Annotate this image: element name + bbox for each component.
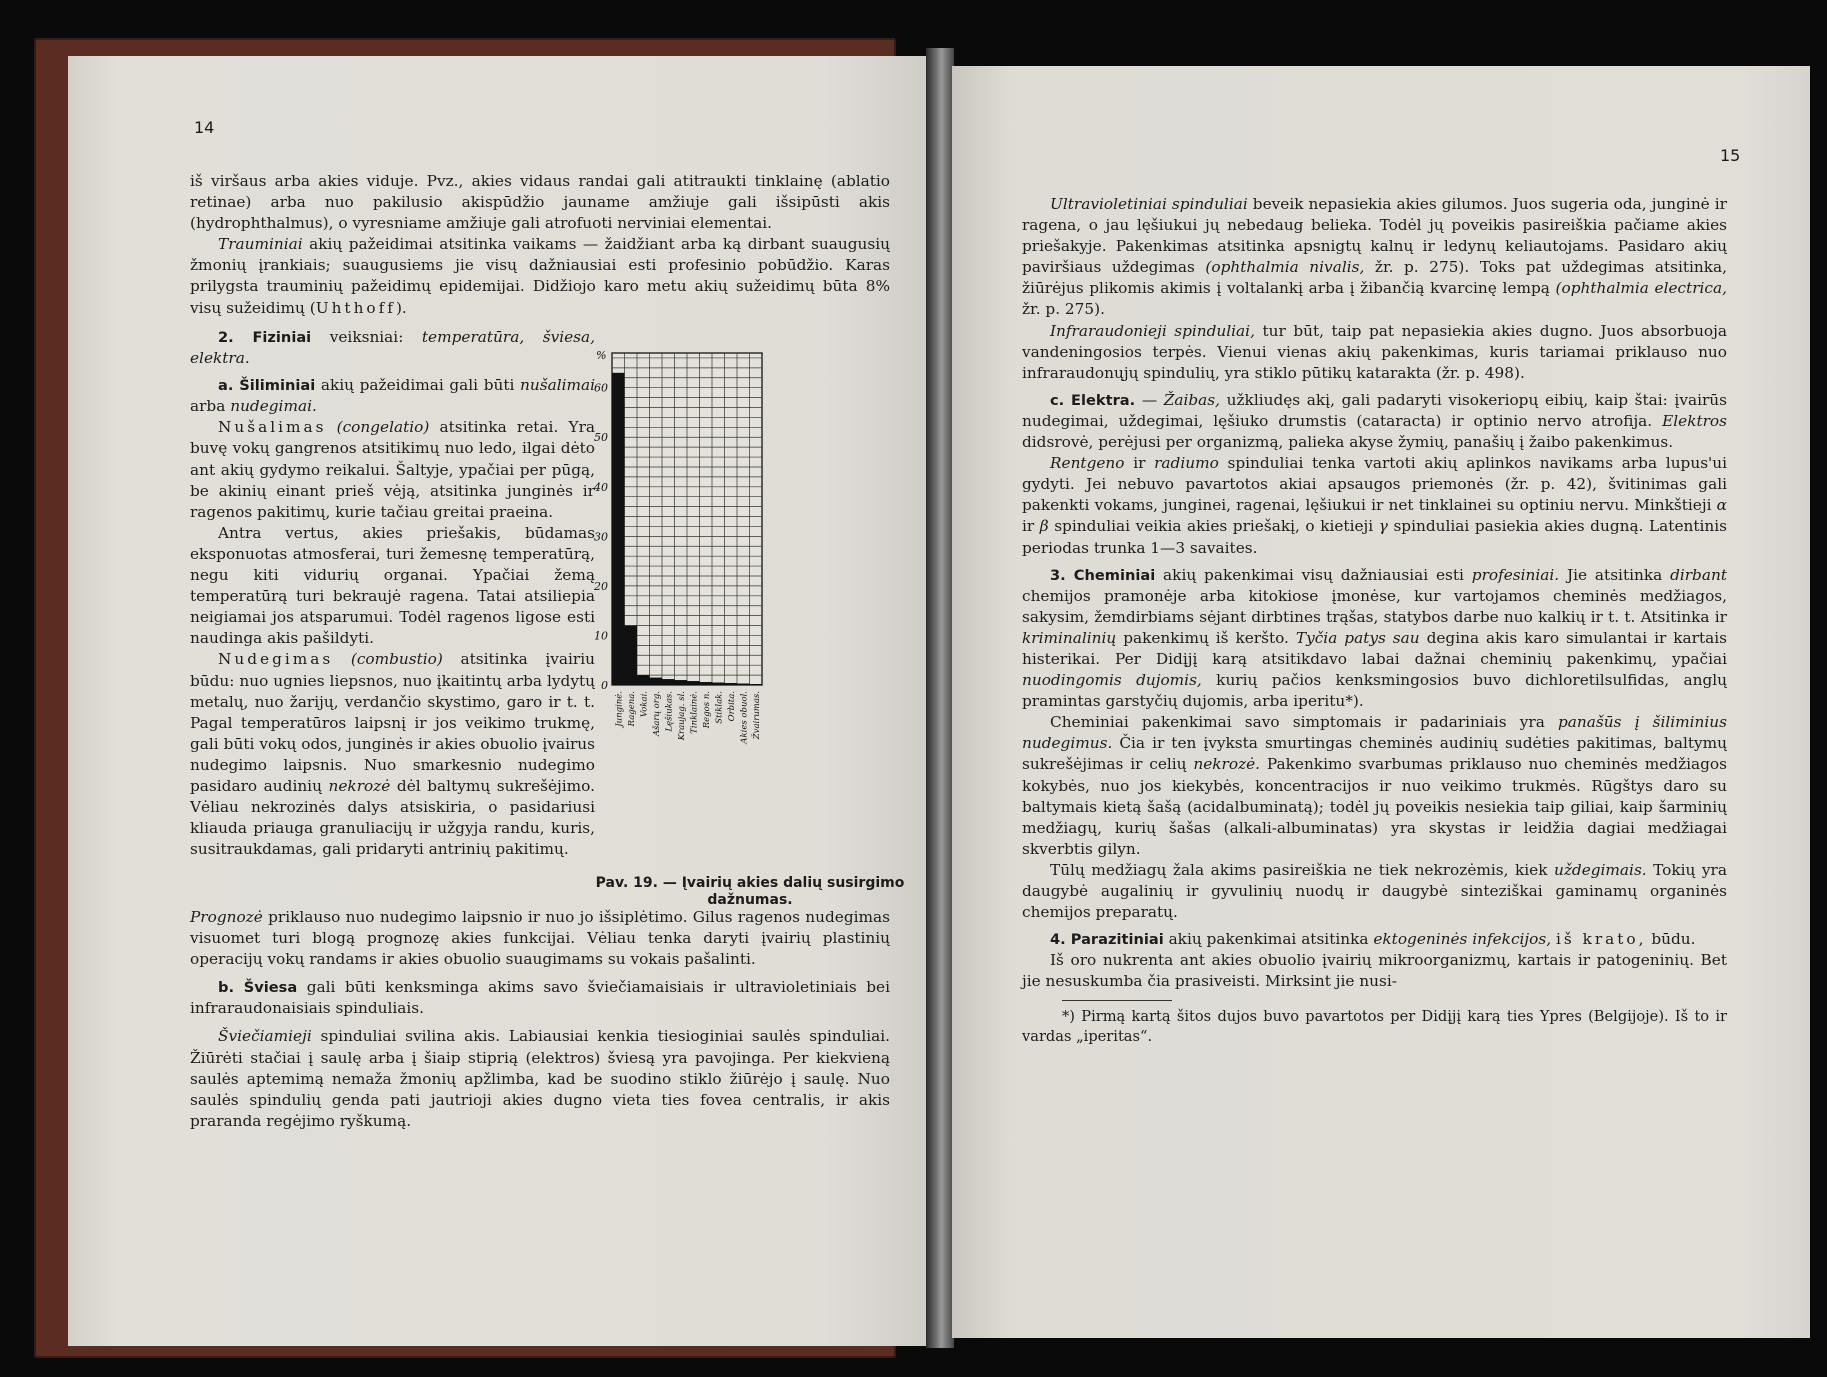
left-text-column — [190, 171, 890, 319]
y-tick-label: 0 — [601, 679, 608, 692]
paragraph: Iš oro nukrenta ant akies obuolio įvairių mikroorganizmų, kartais ir patogeninių. Bet jie nesuskumba čia prasiveisti. Mirksint jie nusi- — [1022, 951, 1727, 991]
category-label: Junginė. — [614, 691, 625, 727]
paragraph: Nudegimas (combustio) atsitinka įvairiu būdu: nuo ugnies liepsnos, nuo įkaitintų arba lydytų metalų, nuo žarijų, verdančio skystimo, garo ir t. t. Pagal temperatūros laipsnį ir jos veikimo trukmę, gali būti vokų odos, junginės ir akies obuolio įvairus nudegimo laipsnis. Nuo smarkesnio nudegimo pasidaro audinių nekrozė dėl baltymų sukrešėjimo. Vėliau nekrozinės dalys atsiskiria, o pasidariusi kliauda priauga granuliacijų ir užgyja randu, kuris, susitraukdamas, gali pridaryti antrinių pakitimų. — [190, 650, 595, 859]
bar — [687, 681, 700, 685]
category-label: Kraujag. sl. — [676, 691, 687, 741]
bar — [712, 683, 725, 685]
footnote-rule — [1062, 1000, 1172, 1001]
left-narrow-column — [190, 321, 595, 860]
figure-caption: Pav. 19. — Įvairių akies dalių susirgimo dažnumas. — [595, 875, 905, 908]
category-label: Žvairumas. — [751, 691, 762, 740]
right-page — [952, 66, 1810, 1338]
paragraph: Prognozė priklauso nuo nudegimo laipsnio ir nuo jo išsiplėtimo. Gilus ragenos nudegimas visuomet turi blogą prognozę akies funkcijai. Vėliau tenka daryti įvairių plastinių operacijų vokų randams ir akies obuolio suaugimams su vokais pašalinti. — [190, 908, 890, 969]
bar — [700, 682, 713, 685]
paragraph: Infraraudonieji spinduliai, tur būt, taip pat nepasiekia akies dugno. Juos absorbuoja vandeningosios terpės. Vienui vienas akių pakenkimas, kuris tariamai priklauso nuo infraraudonųjų spindulių, yra stiklo pūtikų katarakta (žr. p. 498). — [1022, 321, 1727, 382]
section-heading: b. Šviesa gali būti kenksminga akims savo šviečiamaisiais ir ultravioletiniais bei infraraudonaisiais spinduliais. — [190, 978, 891, 1018]
category-label: Stiklak. — [714, 691, 725, 724]
paragraph: Šviečiamieji spinduliai svilina akis. Labiausiai kenkia tiesioginiai saulės spinduliai. Žiūrėti stačiai į saulę arba į šiaip stiprią (elektros) šviesą yra pavojinga. Per kiekvieną saulės aptemimą nemaža žmonių apžlimba, kad be suodino stiklo žiūrėjo į saulę. Nuo saulės spindulių genda pati jautrioji akies dugno vieta ties fovea centralis, ir akis praranda regėjimo ryškumą. — [190, 1027, 890, 1130]
left-page — [68, 56, 928, 1346]
bar-chart — [590, 345, 910, 870]
y-tick-label: 20 — [594, 579, 608, 593]
bar — [650, 678, 663, 685]
bar — [662, 679, 675, 685]
paragraph: Trauminiai akių pažeidimai atsitinka vaikams — žaidžiant arba ką dirbant suaugusių žmonių įrankiais; suaugusiems jie visų dažniausiai esti profesinio pobūdžio. Karas prilygsta trauminių pažeidimų epidemijai. Didžiojo karo metu akių sužeidimų būta 8% visų sužeidimų (Uhthoff). — [190, 235, 890, 317]
bar — [737, 684, 750, 685]
category-label: Akies obuol. — [739, 691, 750, 744]
category-label: Vokai. — [639, 691, 650, 718]
bar — [625, 626, 638, 685]
paragraph: Tūlų medžiagų žala akims pasireiškia ne tiek nekrozėmis, kiek uždegimais. Tokių yra daugybė augalinių ir gyvulinių nuodų ir daugybė sinteziškai gaminamų organinės chemijos preparatų. — [1022, 860, 1727, 922]
left-text-column-lower — [190, 907, 890, 1132]
bar — [637, 675, 650, 685]
right-text-column — [1022, 194, 1727, 1047]
category-label: Regos n. — [701, 691, 712, 729]
paragraph: Cheminiai pakenkimai savo simptomais ir padariniais yra panašūs į šiliminius nudegimus. Čia ir ten įvyksta smurtingas cheminės audinių sudėties pakitimas, baltymų sukrešėjimas ir celių nekrozė. Pakenkimo svarbumas priklauso nuo cheminės medžiagos kokybės, nuo jos kiekybės, koncentracijos ir nuo veikimo trukmės. Rūgštys daro su baltymais kietą šašą (acidalbuminatą); todėl jų poveikis nesiekia taip giliai, kaip šarminių medžiagų, kurių šašas (alkali-albuminatas) yra skystas ir leidžia dagiai medžiagai skverbtis gilyn. — [1022, 713, 1727, 858]
section-heading: 4. Parazitiniai akių pakenkimai atsitinka ektogeninės infekcijos, iš krato, būdu. — [1050, 930, 1696, 949]
category-label: Ašarų org. — [651, 691, 662, 737]
category-label: Lęšiukas. — [664, 691, 675, 732]
y-tick-label: 60 — [594, 381, 608, 395]
category-label: Orbita. — [726, 691, 737, 722]
figure-chart — [590, 345, 910, 925]
y-tick-label: 30 — [594, 530, 608, 544]
section-heading: 3. Cheminiai akių pakenkimai visų dažniausiai esti profesiniai. Jie atsitinka dirbant chemijos pramonėje arba kitokiose įmonėse, kur vartojamos cheminės medžiagos, sakysim, žemdirbiams sėjant dirbtines trąšas, statybos darbe nuo kalkių ir t. t. Atsitinka ir kriminalinių pakenkimų iš keršto. Tyčia patys sau degina akis karo simulantai ir kartais histerikai. Per Didįjį karą atsitikdavo labai dažnai cheminių pakenkimų, ypačiai nuodingomis dujomis, kurių pačios kenksmingosios buvo dichloretilsulfidas, anglų pramintas garstyčių dujomis, arba iperitu*). — [1022, 565, 1727, 711]
bar — [675, 680, 688, 685]
footnote: *) Pirmą kartą šitos dujos buvo pavartotos per Didįjį karą ties Ypres (Belgijoje). Iš to ir vardas „iperitas“. — [1022, 1008, 1727, 1046]
paragraph: iš viršaus arba akies viduje. Pvz., akies vidaus randai gali atitraukti tinklainę (ablatio retinae) arba nuo pakilusio akispūdžio jauname amžiuje gali išsipūsti akis (hydrophthalmus), o vyresniame amžiuje gali atrofuoti nerviniai elementai. — [190, 172, 890, 233]
category-label: Tinklainė. — [689, 691, 700, 734]
paragraph: Nušalimas (congelatio) atsitinka retai. Yra buvę vokų gangrenos atsitikimų nuo ledo, ilgai dėto ant akių gydymo reikalui. Šaltyje, ypačiai per pūgą, be akinių einant prieš vėją, atsitinka junginės ir ragenos pakitimų, kurie tačiau greitai praeina. — [190, 418, 595, 521]
paragraph: Ultravioletiniai spinduliai beveik nepasiekia akies gilumos. Juos sugeria oda, junginė ir ragena, o jau lęšiukui jų nebedaug belieka. Todėl jų poveikis pasireiškia pačiame akies priešakyje. Pakenkimas atsitinka apsnigtų kalnų ir ledynų keliautojams. Pasidaro akių paviršiaus uždegimas (ophthalmia nivalis, žr. p. 275). Toks pat uždegimas atsitinka, žiūrėjus plikomis akimis į voltalankį arba į žibančią kvarcinę lempą (ophthalmia electrica, žr. p. 275). — [1022, 195, 1727, 319]
category-label: Ragena. — [626, 691, 637, 727]
paragraph: Rentgeno ir radiumo spinduliai tenka vartoti akių aplinkos navikams arba lupus'ui gydyti. Jei nebuvo pavartotos akiai apsaugos priemonės (žr. p. 42), švitinimas gali pakenkti vokams, junginei, ragenai, lęšiukui ir net tinklainei su optiniu nervu. Minkštieji α ir β spinduliai veikia akies priešakį, o kietieji γ spinduliai pasiekia akies dugną. Latentinis periodas trunka 1—3 savaites. — [1022, 454, 1727, 557]
page-number: 15 — [1720, 146, 1741, 165]
y-axis-label: % — [596, 349, 607, 362]
y-tick-label: 50 — [594, 431, 608, 445]
bar — [612, 373, 625, 685]
section-heading: 2. Fiziniai veiksniai: temperatūra, šviesa, elektra. — [190, 328, 595, 368]
paragraph: Antra vertus, akies priešakis, būdamas eksponuotas atmosferai, turi žemesnę temperatūrą, negu kiti vidurių organai. Ypačiai žemą temperatūrą turi bekraujė ragena. Tatai atsiliepia neigiamai jos atsparumui. Todėl ragenos ligose esti naudinga akis pašildyti. — [190, 523, 595, 648]
page-number: 14 — [194, 118, 215, 137]
bar — [725, 683, 738, 685]
y-tick-label: 40 — [594, 480, 608, 494]
book-gutter — [926, 48, 954, 1348]
bar — [750, 684, 763, 685]
y-tick-label: 10 — [594, 629, 608, 643]
section-heading: a. Šiliminiai akių pažeidimai gali būti nušalimai arba nudegimai. — [190, 376, 595, 416]
section-heading: c. Elektra. — Žaibas, užkliudęs akį, gali padaryti visokeriopų eibių, kaip štai: įvairūs nudegimai, uždegimai, lęšiuko drumstis (cataracta) ir optinio nervo atrofija. Elektros didsrovė, perėjusi per organizmą, palieka akyse žymių, panašių į žaibo pakenkimus. — [1022, 390, 1727, 452]
